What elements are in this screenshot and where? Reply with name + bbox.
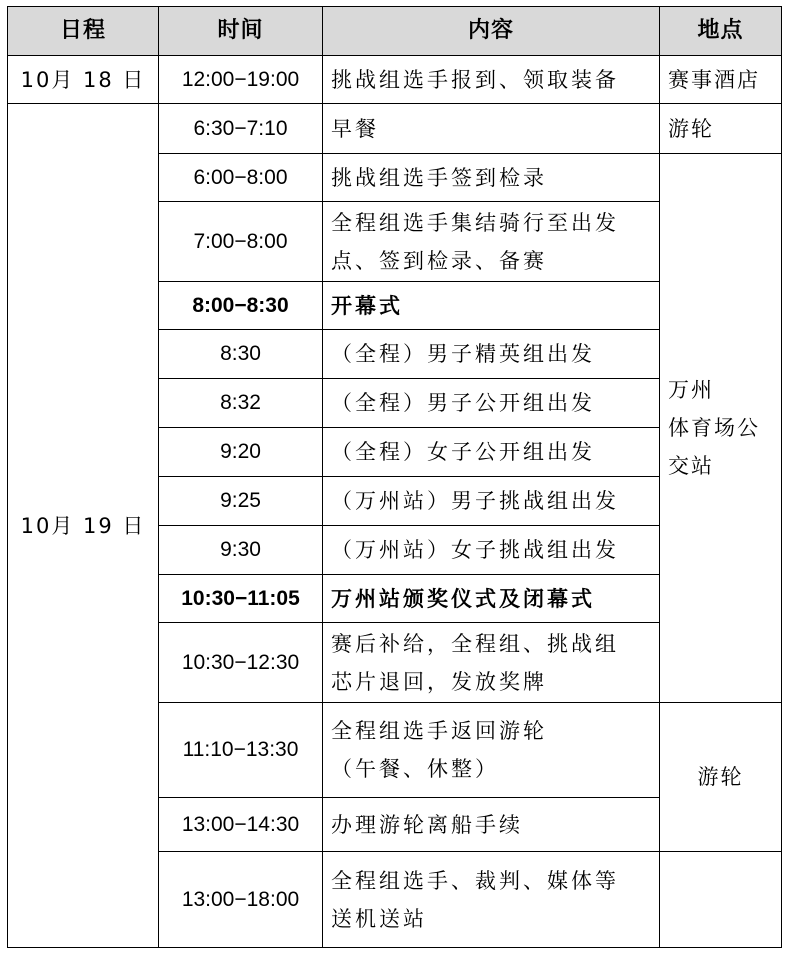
- content-line: 送机送站: [331, 906, 427, 931]
- time-cell: 6:30−7:10: [159, 104, 323, 154]
- time-cell: 6:00−8:00: [159, 154, 323, 202]
- time-cell: 9:30: [159, 526, 323, 575]
- time-cell: 8:32: [159, 379, 323, 428]
- location-cell-empty: [660, 852, 782, 948]
- time-cell: 10:30−12:30: [159, 623, 323, 703]
- time-cell: 8:30: [159, 330, 323, 379]
- content-line: 点、签到检录、备赛: [331, 248, 547, 273]
- content-cell: 挑战组选手签到检录: [323, 154, 660, 202]
- header-time: 时间: [159, 7, 323, 56]
- time-cell: 12:00−19:00: [159, 56, 323, 104]
- table-header-row: [8, 7, 782, 56]
- content-line: 全程组选手、裁判、媒体等: [331, 868, 619, 893]
- content-line: 赛后补给，全程组、挑战组: [331, 631, 619, 656]
- content-cell: （万州站）男子挑战组出发: [323, 477, 660, 526]
- content-cell: 开幕式: [323, 282, 660, 330]
- table-row: [8, 56, 782, 104]
- schedule-table: [7, 6, 782, 948]
- location-line: 交站: [668, 454, 714, 478]
- content-cell: 办理游轮离船手续: [323, 798, 660, 852]
- time-cell: 13:00−14:30: [159, 798, 323, 852]
- time-cell: 7:00−8:00: [159, 202, 323, 282]
- content-cell: （万州站）女子挑战组出发: [323, 526, 660, 575]
- location-cell: 赛事酒店: [660, 56, 782, 104]
- content-line: 芯片退回，发放奖牌: [331, 669, 547, 694]
- date-cell: 10月 19 日: [8, 104, 159, 948]
- location-cell: 游轮: [660, 104, 782, 154]
- content-cell: 早餐: [323, 104, 660, 154]
- time-cell: 11:10−13:30: [159, 703, 323, 798]
- time-cell: 10:30−11:05: [159, 575, 323, 623]
- content-line: 全程组选手返回游轮: [331, 719, 547, 743]
- date-cell: 10月 18 日: [8, 56, 159, 104]
- content-cell: [323, 703, 660, 798]
- content-cell: （全程）男子精英组出发: [323, 330, 660, 379]
- content-cell: [323, 623, 660, 703]
- time-cell: 9:20: [159, 428, 323, 477]
- content-line: 全程组选手集结骑行至出发: [331, 210, 619, 235]
- content-line: （午餐、休整）: [331, 757, 499, 781]
- header-content: 内容: [323, 7, 660, 56]
- time-cell: 8:00−8:30: [159, 282, 323, 330]
- content-cell: 挑战组选手报到、领取装备: [323, 56, 660, 104]
- content-cell: [323, 852, 660, 948]
- header-date: 日程: [8, 7, 159, 56]
- content-cell: 万州站颁奖仪式及闭幕式: [323, 575, 660, 623]
- header-location: 地点: [660, 7, 782, 56]
- table-row: [8, 104, 782, 154]
- time-cell: 13:00−18:00: [159, 852, 323, 948]
- location-cell-wanzhou: [660, 154, 782, 703]
- content-cell: [323, 202, 660, 282]
- location-line: 体育场公: [668, 416, 760, 440]
- content-cell: （全程）女子公开组出发: [323, 428, 660, 477]
- content-cell: （全程）男子公开组出发: [323, 379, 660, 428]
- time-cell: 9:25: [159, 477, 323, 526]
- location-cell-cruise: 游轮: [660, 703, 782, 852]
- location-line: 万州: [668, 378, 714, 402]
